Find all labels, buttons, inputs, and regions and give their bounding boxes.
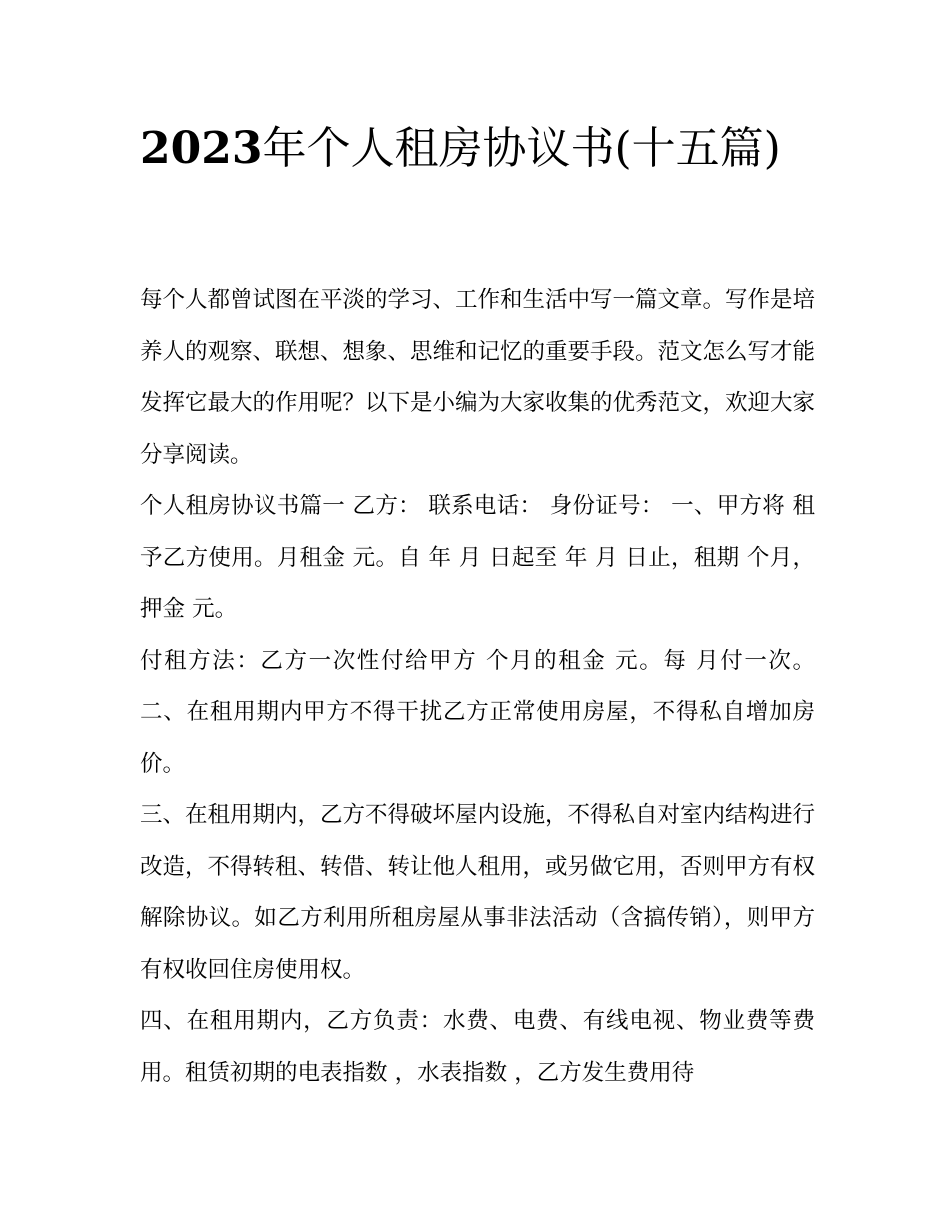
- paragraph-payment-method: 付租方法：乙方一次性付给甲方 个月的租金 元。每 月付一次。 二、在租用期内甲方不得干扰乙方正常使用房屋，不得私自增加房价。: [140, 647, 815, 777]
- paragraph-parties-and-rent: 个人租房协议书篇一 乙方： 联系电话： 身份证号： 一、甲方将 租予乙方使用。月租金 元。自 年 月 日起至 年 月 日止，租期 个月，押金 元。: [140, 493, 815, 622]
- document-body: [140, 275, 815, 1099]
- title-text: 年个人租房协议书(十五篇): [262, 123, 781, 174]
- document-title: [140, 112, 820, 186]
- title-year: 2023: [140, 123, 263, 174]
- paragraph-clause-three: 三、在租用期内，乙方不得破坏屋内设施，不得私自对室内结构进行改造，不得转租、转借、转让他人租用，或另做它用，否则甲方有权解除协议。如乙方利用所租房屋从事非法活动（含搞传销），则甲方有权收回住房使用权。: [140, 802, 816, 983]
- paragraph-clause-four: 四、在租用期内，乙方负责：水费、电费、有线电视、物业费等费用。租赁初期的电表指数 ，水表指数 ，乙方发生费用待: [140, 1008, 815, 1086]
- paragraph-intro: 每个人都曾试图在平淡的学习、工作和生活中写一篇文章。写作是培养人的观察、联想、想象、思维和记忆的重要手段。范文怎么写才能发挥它最大的作用呢？以下是小编为大家收集的优秀范文，欢迎大家分享阅读。: [140, 287, 816, 468]
